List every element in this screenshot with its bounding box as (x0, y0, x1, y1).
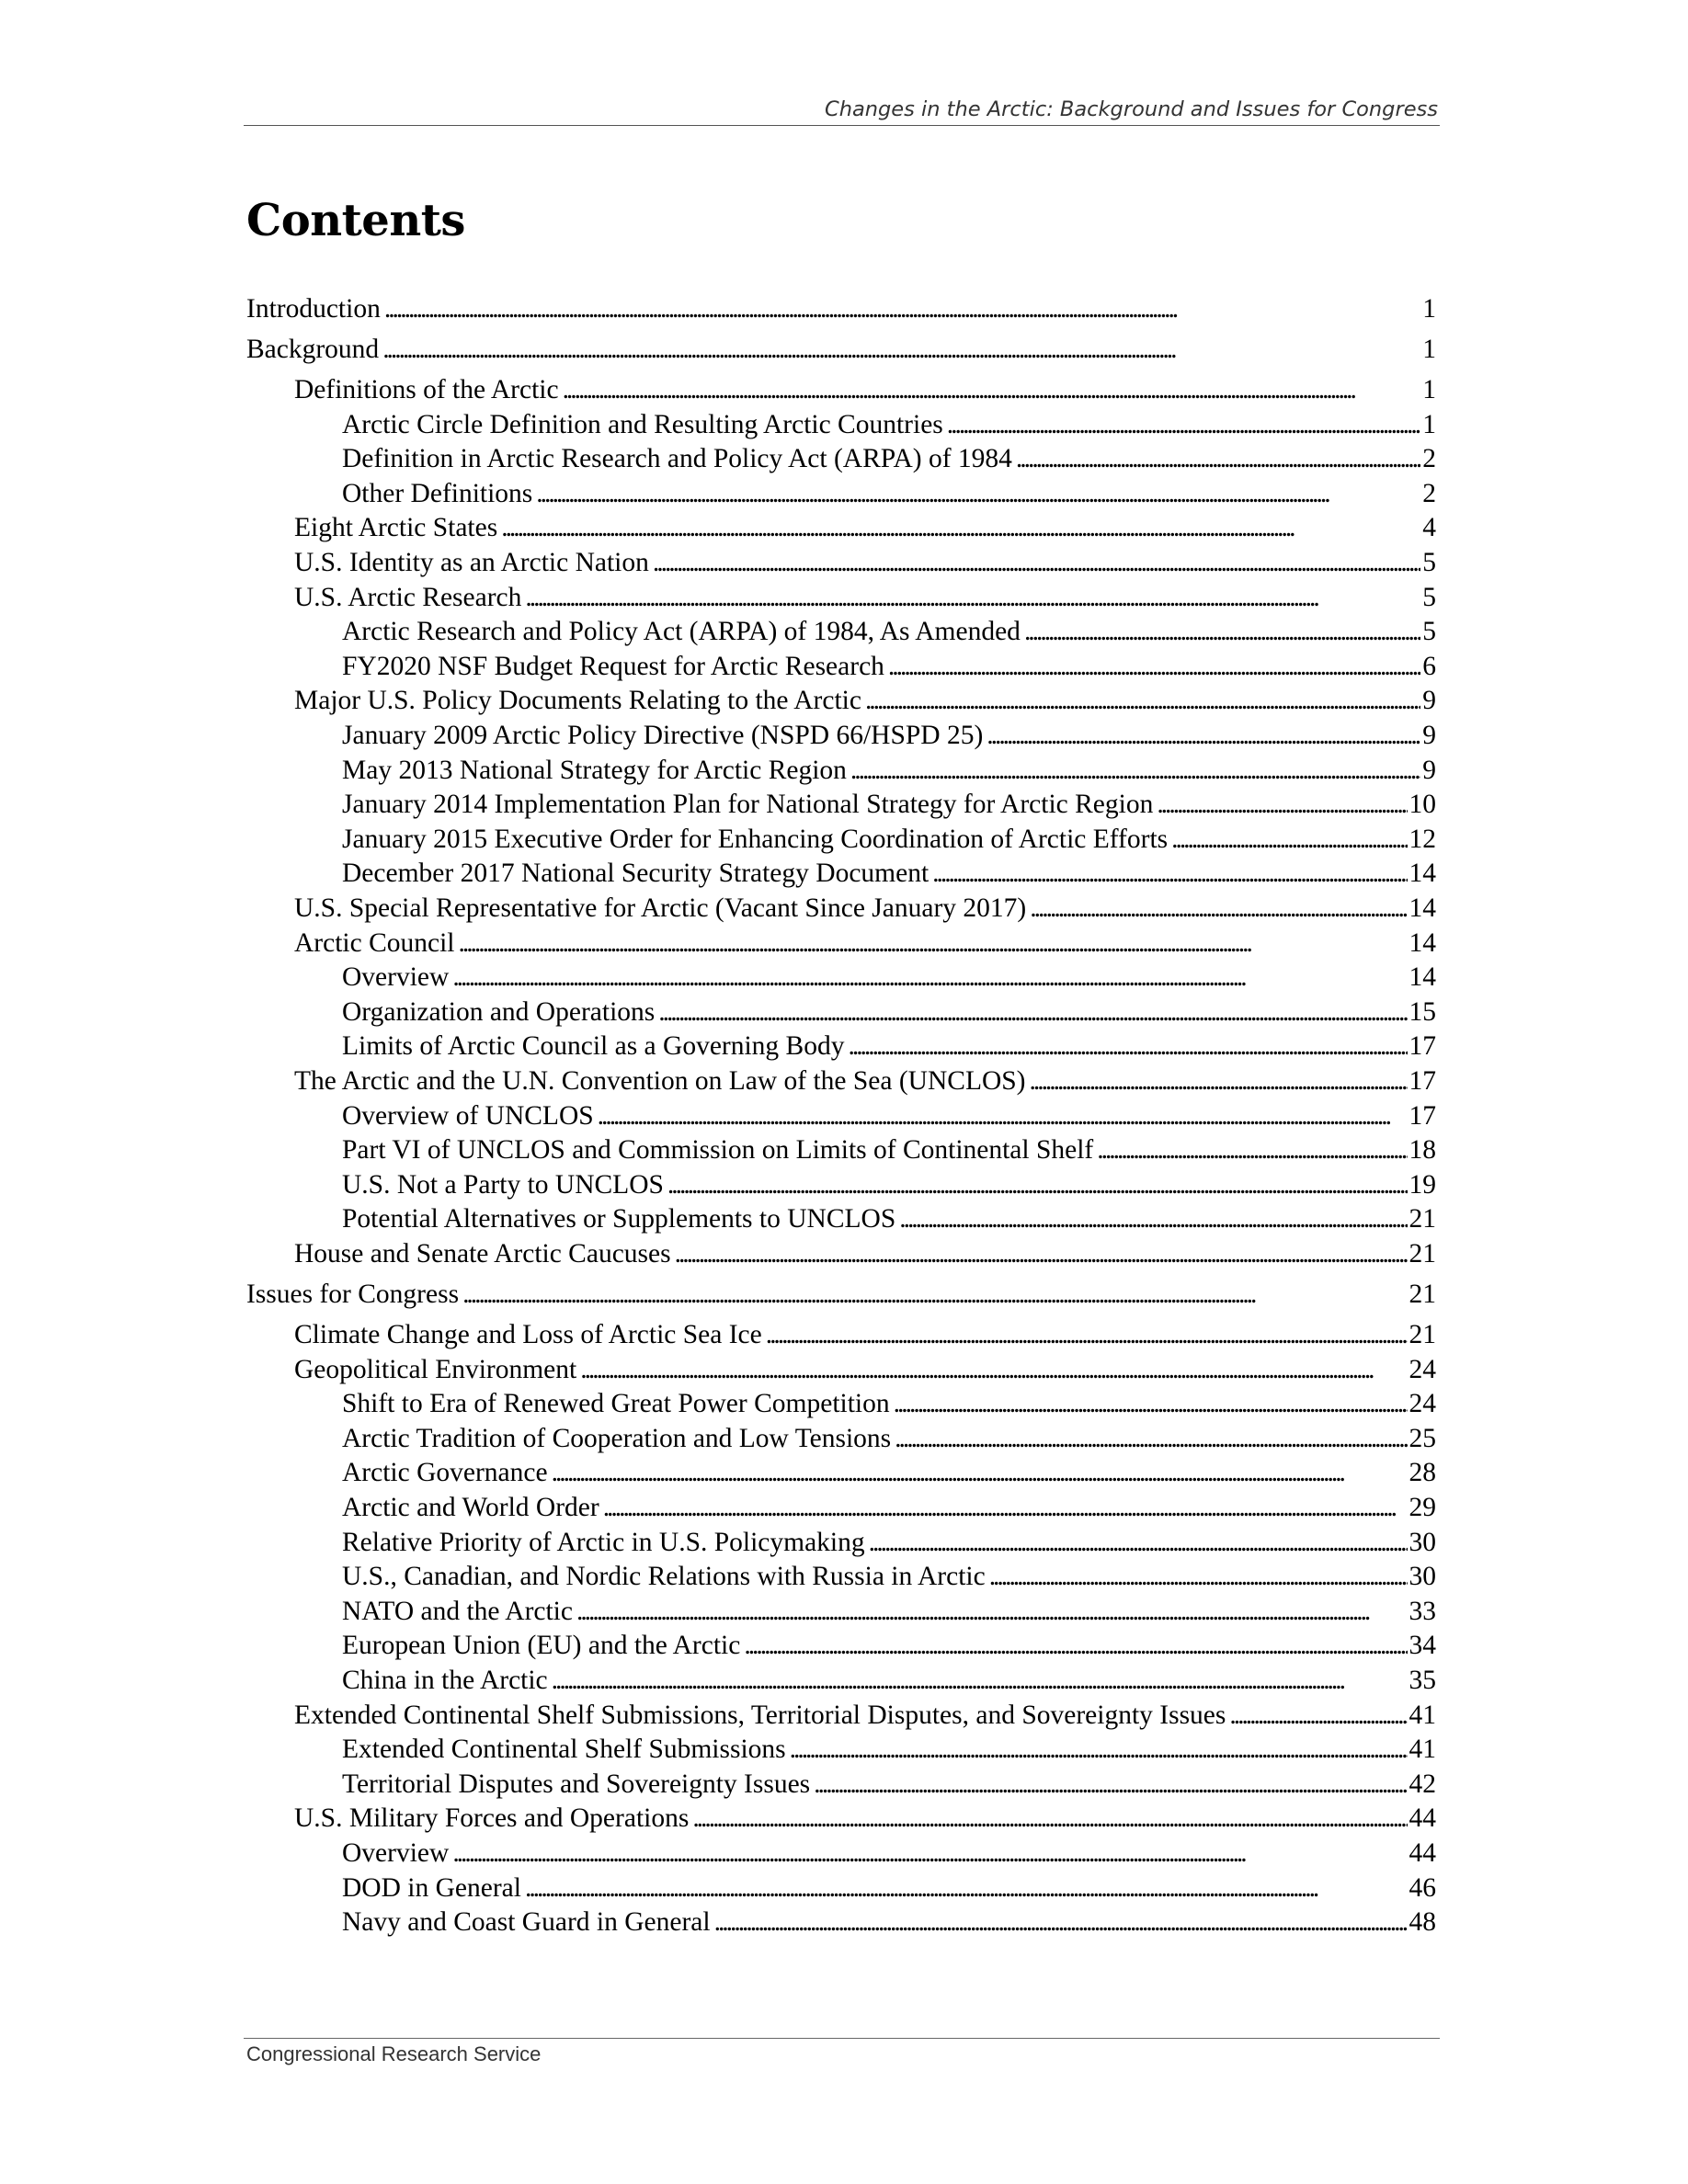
toc-leader-dots (932, 857, 1407, 891)
toc-entry[interactable] (246, 1456, 1436, 1490)
toc-entry-label: DOD in General (342, 1872, 521, 1903)
toc-leader-dots (576, 1595, 1408, 1629)
toc-entry-label: Geopolitical Environment (294, 1354, 577, 1384)
toc-entry-page: 18 (1409, 1135, 1436, 1166)
toc-entry-label: Definitions of the Arctic (294, 375, 559, 404)
toc-entry-label: China in the Arctic (342, 1666, 548, 1695)
toc-leader-dots (1030, 1064, 1408, 1098)
toc-entry[interactable] (246, 1802, 1436, 1836)
toc-entry-page: 44 (1409, 1838, 1436, 1868)
page-title: Contents (246, 195, 465, 246)
toc-entry-label: House and Senate Arctic Caucuses (294, 1239, 671, 1268)
toc-entry-page: 9 (1422, 755, 1436, 785)
toc-entry[interactable] (246, 1699, 1436, 1733)
toc-entry[interactable] (246, 719, 1436, 753)
toc-entry-label: Organization and Operations (342, 996, 656, 1027)
toc-leader-dots (1016, 442, 1420, 476)
toc-entry-page: 35 (1409, 1666, 1436, 1695)
toc-leader-dots (814, 1768, 1407, 1802)
toc-entry[interactable] (246, 1905, 1436, 1939)
toc-entry[interactable] (246, 1318, 1436, 1352)
toc-entry[interactable] (246, 1871, 1436, 1905)
toc-entry-page: 21 (1409, 1280, 1436, 1309)
toc-entry-label: Background (246, 335, 380, 364)
toc-entry-label: Shift to Era of Renewed Great Power Competition (342, 1389, 890, 1419)
toc-entry[interactable] (246, 1837, 1436, 1871)
toc-entry-label: Overview (342, 1838, 450, 1868)
toc-entry-label: NATO and the Arctic (342, 1596, 573, 1626)
toc-leader-dots (987, 719, 1420, 753)
toc-entry-label: Territorial Disputes and Sovereignty Issues (342, 1769, 811, 1799)
toc-entry-label: U.S. Arctic Research (294, 582, 522, 612)
toc-leader-dots (459, 927, 1408, 961)
toc-entry-label: Other Definitions (342, 478, 533, 508)
toc-entry-page: 1 (1422, 335, 1436, 364)
toc-entry-page: 5 (1422, 582, 1436, 612)
toc-entry-page: 9 (1422, 686, 1436, 716)
toc-entry-page: 14 (1409, 962, 1436, 993)
toc-entry-page: 17 (1409, 1066, 1436, 1096)
toc-entry-page: 30 (1409, 1527, 1436, 1557)
toc-leader-dots (382, 333, 1420, 367)
toc-leader-dots (384, 292, 1420, 326)
toc-leader-dots (525, 581, 1420, 615)
toc-entry-page: 21 (1409, 1320, 1436, 1349)
toc-entry-label: January 2014 Implementation Plan for National Strategy for Arctic Region (342, 790, 1154, 820)
toc-entry-page: 33 (1409, 1596, 1436, 1626)
toc-entry-page: 19 (1409, 1169, 1436, 1200)
toc-entry[interactable] (246, 754, 1436, 788)
toc-entry[interactable] (246, 292, 1436, 326)
toc-entry-page: 48 (1409, 1907, 1436, 1938)
toc-entry[interactable] (246, 1526, 1436, 1560)
toc-entry[interactable] (246, 650, 1436, 684)
toc-entry-page: 10 (1409, 790, 1436, 820)
toc-leader-dots (563, 373, 1421, 407)
toc-entry-label: U.S. Not a Party to UNCLOS (342, 1169, 664, 1200)
toc-entry-page: 2 (1422, 478, 1436, 508)
toc-leader-dots (865, 684, 1420, 718)
toc-leader-dots (452, 1837, 1407, 1871)
toc-entry-label: Arctic Council (294, 927, 455, 958)
toc-leader-dots (766, 1318, 1408, 1352)
toc-entry-label: The Arctic and the U.N. Convention on Law of the Sea (UNCLOS) (294, 1066, 1026, 1096)
toc-leader-dots (1097, 1133, 1407, 1167)
toc-entry-label: Relative Priority of Arctic in U.S. Policymaking (342, 1527, 865, 1557)
toc-entry[interactable] (246, 927, 1436, 961)
toc-entry-page: 41 (1409, 1700, 1436, 1730)
toc-entry-label: U.S. Special Representative for Arctic (Vacant Since January 2017) (294, 893, 1027, 923)
toc-entry-label: Arctic Circle Definition and Resulting Arctic Countries (342, 409, 943, 439)
toc-entry[interactable] (246, 1064, 1436, 1098)
toc-entry-label: Part VI of UNCLOS and Commission on Limits of Continental Shelf (342, 1135, 1094, 1166)
toc-entry-page: 1 (1422, 294, 1436, 324)
toc-entry-page: 4 (1422, 513, 1436, 543)
toc-leader-dots (744, 1629, 1407, 1663)
toc-entry[interactable] (246, 1629, 1436, 1663)
toc-entry-page: 34 (1409, 1631, 1436, 1661)
toc-entry-label: Arctic Research and Policy Act (ARPA) of 1984, As Amended (342, 617, 1021, 647)
toc-entry[interactable] (246, 1491, 1436, 1525)
toc-entry[interactable] (246, 961, 1436, 995)
toc-entry-page: 17 (1409, 1031, 1436, 1062)
toc-leader-dots (658, 995, 1407, 1029)
toc-entry-page: 5 (1422, 548, 1436, 577)
toc-leader-dots (1157, 788, 1407, 822)
toc-entry-page: 15 (1409, 996, 1436, 1027)
toc-entry[interactable] (246, 1595, 1436, 1629)
toc-entry-label: Arctic Governance (342, 1458, 548, 1488)
toc-entry[interactable] (246, 1202, 1436, 1236)
toc-entry-label: Overview (342, 962, 450, 993)
toc-leader-dots (894, 1387, 1408, 1421)
toc-entry[interactable] (246, 511, 1436, 545)
toc-entry-label: May 2013 National Strategy for Arctic Region (342, 755, 847, 785)
toc-entry[interactable] (246, 333, 1436, 367)
toc-entry-label: Extended Continental Shelf Submissions, Territorial Disputes, and Sovereignty Issues (294, 1700, 1226, 1730)
toc-leader-dots (895, 1422, 1407, 1456)
toc-entry[interactable] (246, 892, 1436, 926)
toc-entry-page: 24 (1409, 1389, 1436, 1419)
toc-leader-dots (714, 1905, 1408, 1939)
toc-entry-label: Issues for Congress (246, 1280, 460, 1309)
toc-entry-label: Definition in Arctic Research and Policy Act (ARPA) of 1984 (342, 444, 1012, 474)
toc-leader-dots (692, 1802, 1407, 1836)
toc-leader-dots (552, 1664, 1408, 1698)
toc-entry-page: 21 (1409, 1239, 1436, 1268)
toc-entry[interactable] (246, 477, 1436, 511)
toc-entry-page: 12 (1409, 824, 1436, 854)
toc-leader-dots (462, 1278, 1407, 1312)
toc-entry-label: Navy and Coast Guard in General (342, 1907, 711, 1938)
toc-entry[interactable] (246, 823, 1436, 857)
toc-entry-page: 6 (1422, 651, 1436, 681)
toc-leader-dots (849, 1029, 1408, 1064)
toc-leader-dots (790, 1733, 1408, 1767)
toc-entry-page: 21 (1409, 1204, 1436, 1234)
toc-entry-label: Arctic and World Order (342, 1493, 599, 1522)
toc-entry[interactable] (246, 1029, 1436, 1064)
toc-entry-label: Extended Continental Shelf Submissions (342, 1735, 786, 1765)
toc-entry[interactable] (246, 546, 1436, 580)
toc-entry-page: 2 (1422, 444, 1436, 474)
toc-entry-label: Eight Arctic States (294, 513, 498, 543)
toc-leader-dots (603, 1491, 1408, 1525)
toc-entry-page: 28 (1409, 1458, 1436, 1488)
toc-entry-page: 5 (1422, 617, 1436, 647)
toc-leader-dots (501, 511, 1420, 545)
toc-leader-dots (899, 1202, 1407, 1236)
toc-entry-page: 14 (1409, 927, 1436, 958)
toc-entry-page: 44 (1409, 1803, 1436, 1834)
toc-leader-dots (452, 961, 1407, 995)
toc-entry-label: European Union (EU) and the Arctic (342, 1631, 741, 1661)
toc-leader-dots (947, 408, 1420, 442)
footer-text: Congressional Research Service (246, 2042, 542, 2065)
toc-leader-dots (1030, 892, 1407, 926)
toc-entry-page: 41 (1409, 1735, 1436, 1765)
toc-leader-dots (989, 1560, 1408, 1594)
toc-leader-dots (598, 1099, 1408, 1133)
toc-entry[interactable] (246, 1133, 1436, 1167)
toc-leader-dots (580, 1353, 1407, 1387)
toc-entry-page: 9 (1422, 721, 1436, 750)
toc-entry[interactable] (246, 1387, 1436, 1421)
toc-entry-label: U.S. Identity as an Arctic Nation (294, 548, 649, 577)
toc-entry-label: Introduction (246, 294, 381, 324)
toc-entry-label: January 2009 Arctic Policy Directive (NSPD 66/HSPD 25) (342, 721, 984, 750)
toc-leader-dots (1024, 615, 1420, 649)
toc-entry-label: January 2015 Executive Order for Enhancing Coordination of Arctic Efforts (342, 824, 1169, 854)
toc-entry-label: U.S. Military Forces and Operations (294, 1803, 690, 1834)
toc-entry-label: Limits of Arctic Council as a Governing Body (342, 1031, 845, 1062)
toc-entry[interactable] (246, 1733, 1436, 1767)
toc-entry-label: December 2017 National Security Strategy Document (342, 859, 930, 889)
toc-entry-page: 14 (1409, 893, 1436, 923)
running-header: Changes in the Arctic: Background and Issues for Congress (824, 97, 1438, 121)
toc-entry-label: U.S., Canadian, and Nordic Relations with Russia in Arctic (342, 1562, 986, 1592)
toc-entry-page: 14 (1409, 859, 1436, 889)
toc-entry[interactable] (246, 1168, 1436, 1202)
toc-entry-label: Climate Change and Loss of Arctic Sea Ice (294, 1320, 762, 1349)
toc-entry-label: FY2020 NSF Budget Request for Arctic Research (342, 651, 884, 681)
toc-entry-page: 17 (1409, 1100, 1436, 1131)
toc-entry-page: 1 (1422, 409, 1436, 439)
toc-entry-page: 24 (1409, 1354, 1436, 1384)
footer-divider (244, 2038, 1440, 2039)
toc-entry[interactable] (246, 581, 1436, 615)
toc-entry[interactable] (246, 408, 1436, 442)
toc-entry-label: Potential Alternatives or Supplements to UNCLOS (342, 1204, 896, 1234)
toc-entry[interactable] (246, 1560, 1436, 1594)
header-divider (244, 125, 1440, 126)
toc-entry[interactable] (246, 1353, 1436, 1387)
toc-entry[interactable] (246, 615, 1436, 649)
toc-entry-page: 25 (1409, 1423, 1436, 1453)
toc-entry-label: Major U.S. Policy Documents Relating to the Arctic (294, 686, 861, 716)
toc-leader-dots (653, 546, 1420, 580)
toc-entry[interactable] (246, 857, 1436, 891)
toc-entry-page: 42 (1409, 1769, 1436, 1799)
toc-entry[interactable] (246, 995, 1436, 1029)
toc-entry[interactable] (246, 373, 1436, 407)
toc-entry[interactable] (246, 1099, 1436, 1133)
toc-leader-dots (869, 1526, 1408, 1560)
toc-entry-label: Overview of UNCLOS (342, 1100, 594, 1131)
toc-entry[interactable] (246, 788, 1436, 822)
toc-leader-dots (552, 1456, 1408, 1490)
toc-entry[interactable] (246, 1768, 1436, 1802)
toc-entry[interactable] (246, 1237, 1436, 1271)
toc-leader-dots (667, 1168, 1408, 1202)
toc-leader-dots (536, 477, 1420, 511)
toc-entry[interactable] (246, 1664, 1436, 1698)
toc-entry[interactable] (246, 1422, 1436, 1456)
toc-leader-dots (888, 650, 1420, 684)
toc-leader-dots (1229, 1699, 1407, 1733)
toc-leader-dots (1171, 823, 1407, 857)
toc-entry-label: Arctic Tradition of Cooperation and Low Tensions (342, 1423, 892, 1453)
toc-entry[interactable] (246, 1278, 1436, 1312)
toc-entry[interactable] (246, 684, 1436, 718)
toc-leader-dots (525, 1871, 1408, 1905)
toc-entry-page: 1 (1422, 375, 1436, 404)
toc-entry[interactable] (246, 442, 1436, 476)
toc-entry-page: 46 (1409, 1872, 1436, 1903)
toc-entry-page: 30 (1409, 1562, 1436, 1592)
toc-leader-dots (675, 1237, 1408, 1271)
toc-entry-page: 29 (1409, 1493, 1436, 1522)
toc-leader-dots (850, 754, 1420, 788)
